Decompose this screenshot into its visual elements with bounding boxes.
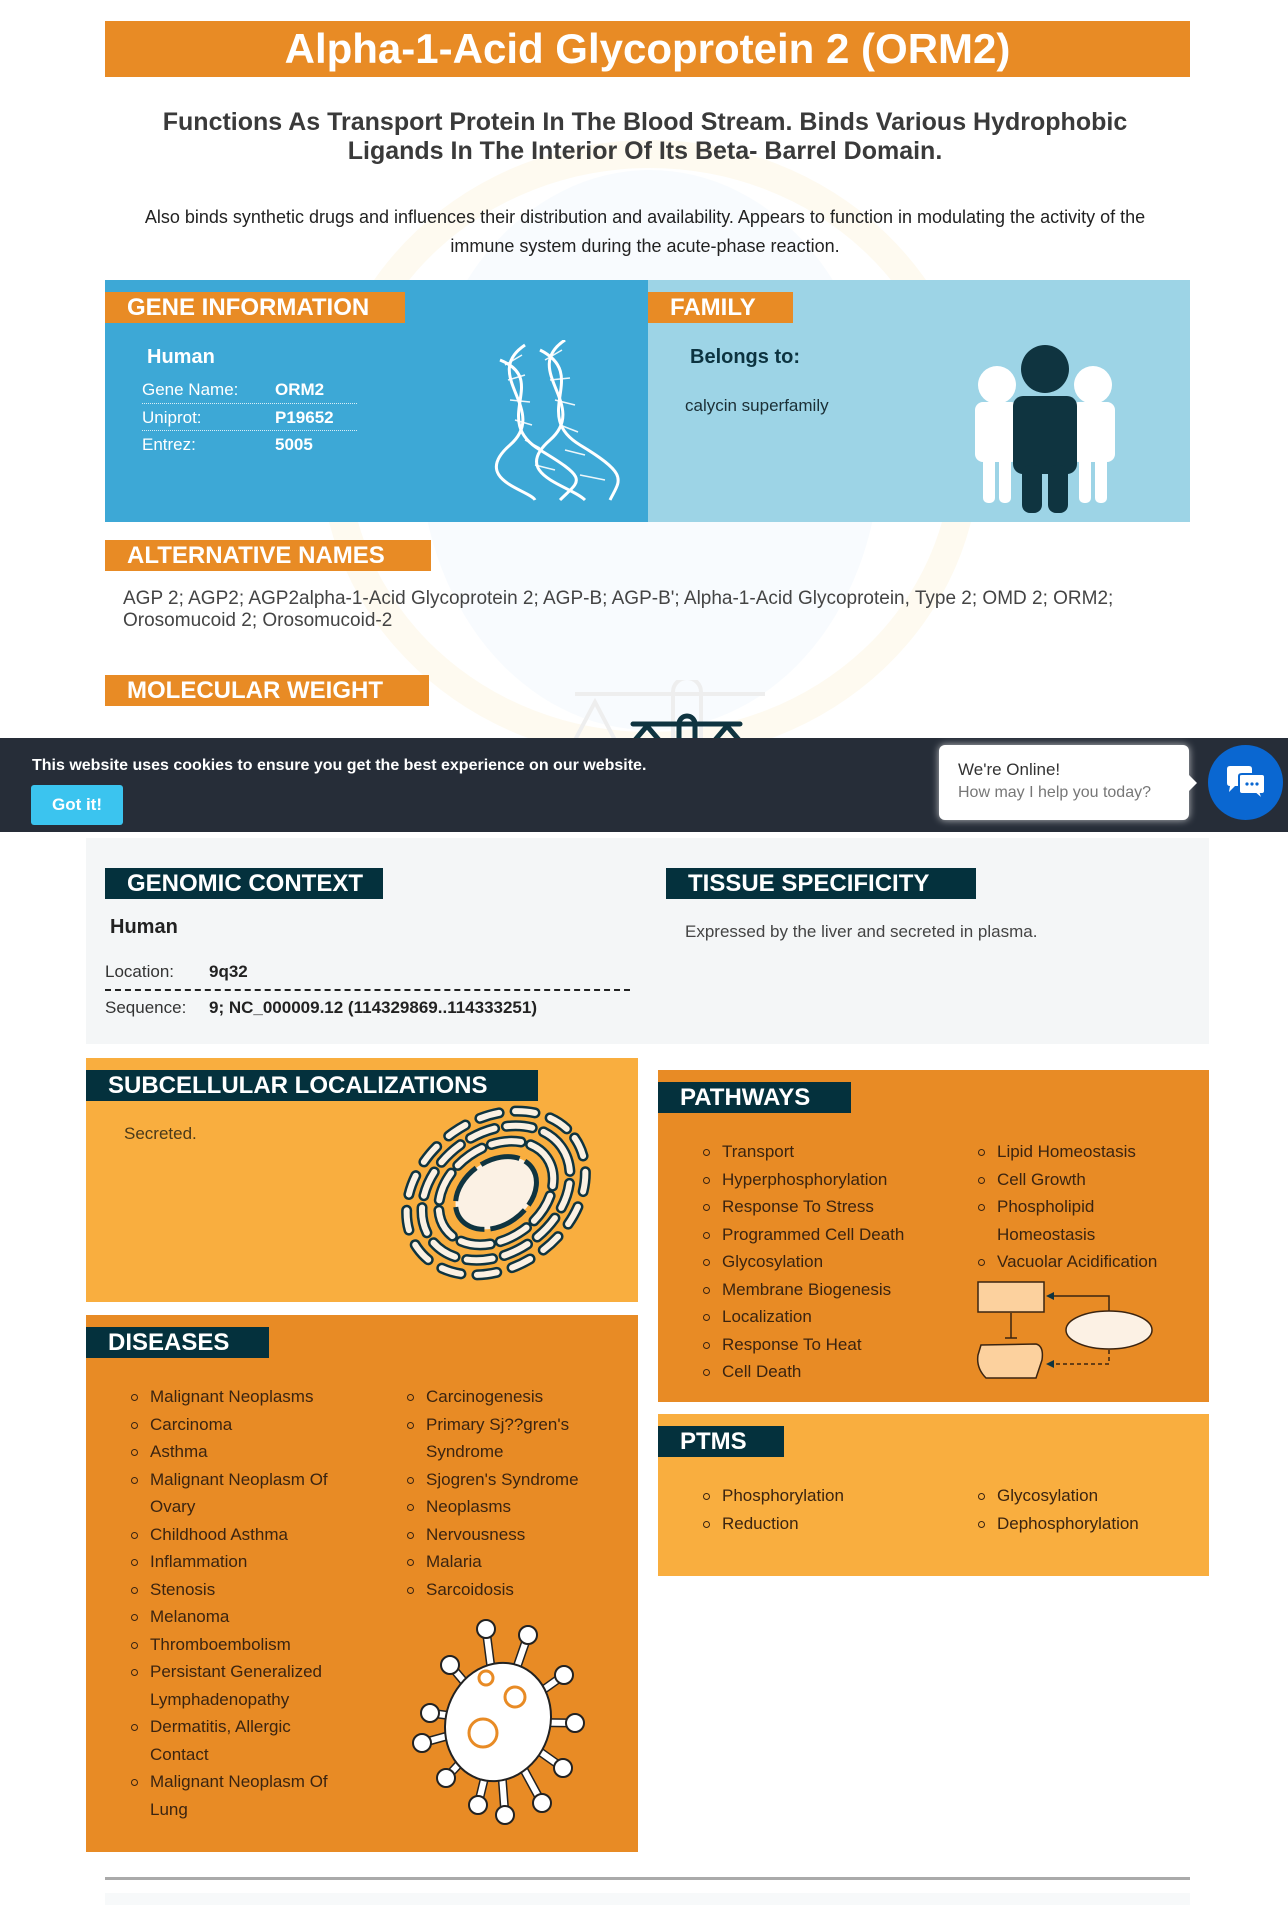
family-value: calycin superfamily [685, 396, 829, 415]
diseases-list-col2 [407, 1383, 607, 1603]
list-item: Childhood Asthma [131, 1521, 341, 1549]
sequence-label: Sequence: [105, 998, 187, 1017]
diseases-panel [86, 1315, 638, 1852]
tissue-specificity-heading: TISSUE SPECIFICITY [666, 868, 976, 899]
location-label: Location: [105, 962, 174, 981]
subcellular-localizations-heading: SUBCELLULAR LOCALIZATIONS [86, 1070, 538, 1101]
list-item: Inflammation [131, 1548, 341, 1576]
pathways-panel [658, 1070, 1209, 1402]
pathways-list-col2 [978, 1138, 1178, 1276]
gene-info-table [142, 376, 357, 457]
list-item: Carcinoma [131, 1411, 341, 1439]
subcellular-localizations-panel [86, 1058, 638, 1302]
diseases-list-col1 [131, 1383, 341, 1823]
chat-icon [1225, 765, 1267, 803]
list-item: Melanoma [131, 1603, 341, 1631]
gene-information-panel [105, 280, 648, 522]
list-item: Thromboembolism [131, 1631, 341, 1659]
scale-icon [555, 680, 765, 740]
dna-icon [470, 340, 630, 505]
genomic-row-location [105, 955, 630, 989]
protein-function-summary: Functions As Transport Protein In The Blood Stream. Binds Various Hydrophobic Ligands In The Interior Of Its Beta- Barrel Domain. [162, 108, 1128, 165]
list-item: Sjogren's Syndrome [407, 1466, 607, 1494]
list-item: Primary Sj??gren's Syndrome [407, 1411, 607, 1466]
chat-title: We're Online! [958, 760, 1061, 779]
molecular-weight-heading: MOLECULAR WEIGHT [105, 675, 429, 706]
list-item: Asthma [131, 1438, 341, 1466]
list-item: Glycosylation [978, 1482, 1178, 1510]
family-heading: FAMILY [648, 292, 793, 323]
list-item: Dephosphorylation [978, 1510, 1178, 1538]
list-item: Malignant Neoplasm Of Ovary [131, 1466, 341, 1521]
list-item: Transport [703, 1138, 943, 1166]
list-item: Sarcoidosis [407, 1576, 607, 1604]
cell-organelle-icon [396, 1098, 596, 1288]
diseases-heading: DISEASES [86, 1327, 269, 1358]
ptms-list-col2 [978, 1482, 1178, 1537]
list-item: Programmed Cell Death [703, 1221, 943, 1249]
next-section-panel [105, 1893, 1190, 1905]
page-title: Alpha-1-Acid Glycoprotein 2 (ORM2) [105, 21, 1190, 77]
gene-row-name [142, 376, 357, 403]
gene-row-uniprot [142, 403, 357, 430]
ptms-panel [658, 1414, 1209, 1576]
entrez-label: Entrez: [142, 435, 196, 454]
chat-launcher-button[interactable] [1208, 745, 1283, 820]
list-item: Localization [703, 1303, 943, 1331]
list-item: Malignant Neoplasm Of Lung [131, 1768, 341, 1823]
list-item: Response To Stress [703, 1193, 943, 1221]
gene-species: Human [147, 346, 215, 368]
list-item: Stenosis [131, 1576, 341, 1604]
genomic-context-heading: GENOMIC CONTEXT [105, 868, 383, 899]
location-value: 9q32 [209, 962, 248, 981]
ptms-list-col1 [703, 1482, 943, 1537]
list-item: Reduction [703, 1510, 943, 1538]
chat-greeting-bubble[interactable] [939, 745, 1189, 820]
list-item: Lipid Homeostasis [978, 1138, 1178, 1166]
list-item: Hyperphosphorylation [703, 1166, 943, 1194]
uniprot-value[interactable]: P19652 [275, 408, 334, 427]
list-item: Phospholipid Homeostasis [978, 1193, 1178, 1248]
entrez-value[interactable]: 5005 [275, 435, 313, 454]
list-item: Vacuolar Acidification [978, 1248, 1178, 1276]
list-item: Malaria [407, 1548, 607, 1576]
genomic-row-sequence [105, 989, 630, 1023]
gene-information-heading: GENE INFORMATION [105, 292, 405, 323]
ptms-heading: PTMS [658, 1426, 784, 1457]
chat-subtitle: How may I help you today? [958, 784, 1151, 801]
list-item: Response To Heat [703, 1331, 943, 1359]
list-item: Phosphorylation [703, 1482, 943, 1510]
list-item: Carcinogenesis [407, 1383, 607, 1411]
genomic-context-panel [86, 838, 1209, 1044]
genomic-species: Human [110, 916, 178, 938]
pathways-heading: PATHWAYS [658, 1082, 851, 1113]
list-item: Neoplasms [407, 1493, 607, 1521]
pathways-list-col1 [703, 1138, 943, 1386]
people-group-icon [970, 345, 1120, 513]
tissue-specificity-text: Expressed by the liver and secreted in plasma. [685, 922, 1038, 941]
alternative-names-text: AGP 2; AGP2; AGP2alpha-1-Acid Glycoprotein 2; AGP-B; AGP-B'; Alpha-1-Acid Glycoprotein, Type 2; OMD 2; ORM2; Orosomucoid 2; Orosomucoid-2 [123, 588, 1114, 631]
pathway-diagram-icon [976, 1280, 1161, 1395]
protein-description: Also binds synthetic drugs and influences their distribution and availability. Appears to function in modulating the activity of the immune system during the acute-phase reaction. [144, 207, 1146, 256]
family-belongs-label: Belongs to: [690, 346, 800, 368]
section-divider [105, 1877, 1190, 1880]
list-item: Glycosylation [703, 1248, 943, 1276]
list-item: Malignant Neoplasms [131, 1383, 341, 1411]
family-panel [648, 280, 1190, 522]
list-item: Nervousness [407, 1521, 607, 1549]
list-item: Persistant Generalized Lymphadenopathy [131, 1658, 341, 1713]
list-item: Dermatitis, Allergic Contact [131, 1713, 341, 1768]
cookie-accept-button[interactable]: Got it! [31, 785, 123, 825]
gene-name-label: Gene Name: [142, 380, 239, 399]
sequence-value: 9; NC_000009.12 (114329869..114333251) [209, 998, 538, 1017]
gene-name-value: ORM2 [275, 380, 325, 399]
virus-icon [408, 1613, 588, 1831]
gene-row-entrez [142, 430, 357, 457]
genomic-context-table [105, 955, 630, 1023]
subcellular-localizations-text: Secreted. [124, 1124, 197, 1143]
list-item: Cell Growth [978, 1166, 1178, 1194]
list-item: Cell Death [703, 1358, 943, 1386]
alternative-names-heading: ALTERNATIVE NAMES [105, 540, 431, 571]
cookie-message: This website uses cookies to ensure you get the best experience on our website. [32, 757, 647, 774]
uniprot-label: Uniprot: [142, 408, 202, 427]
list-item: Membrane Biogenesis [703, 1276, 943, 1304]
